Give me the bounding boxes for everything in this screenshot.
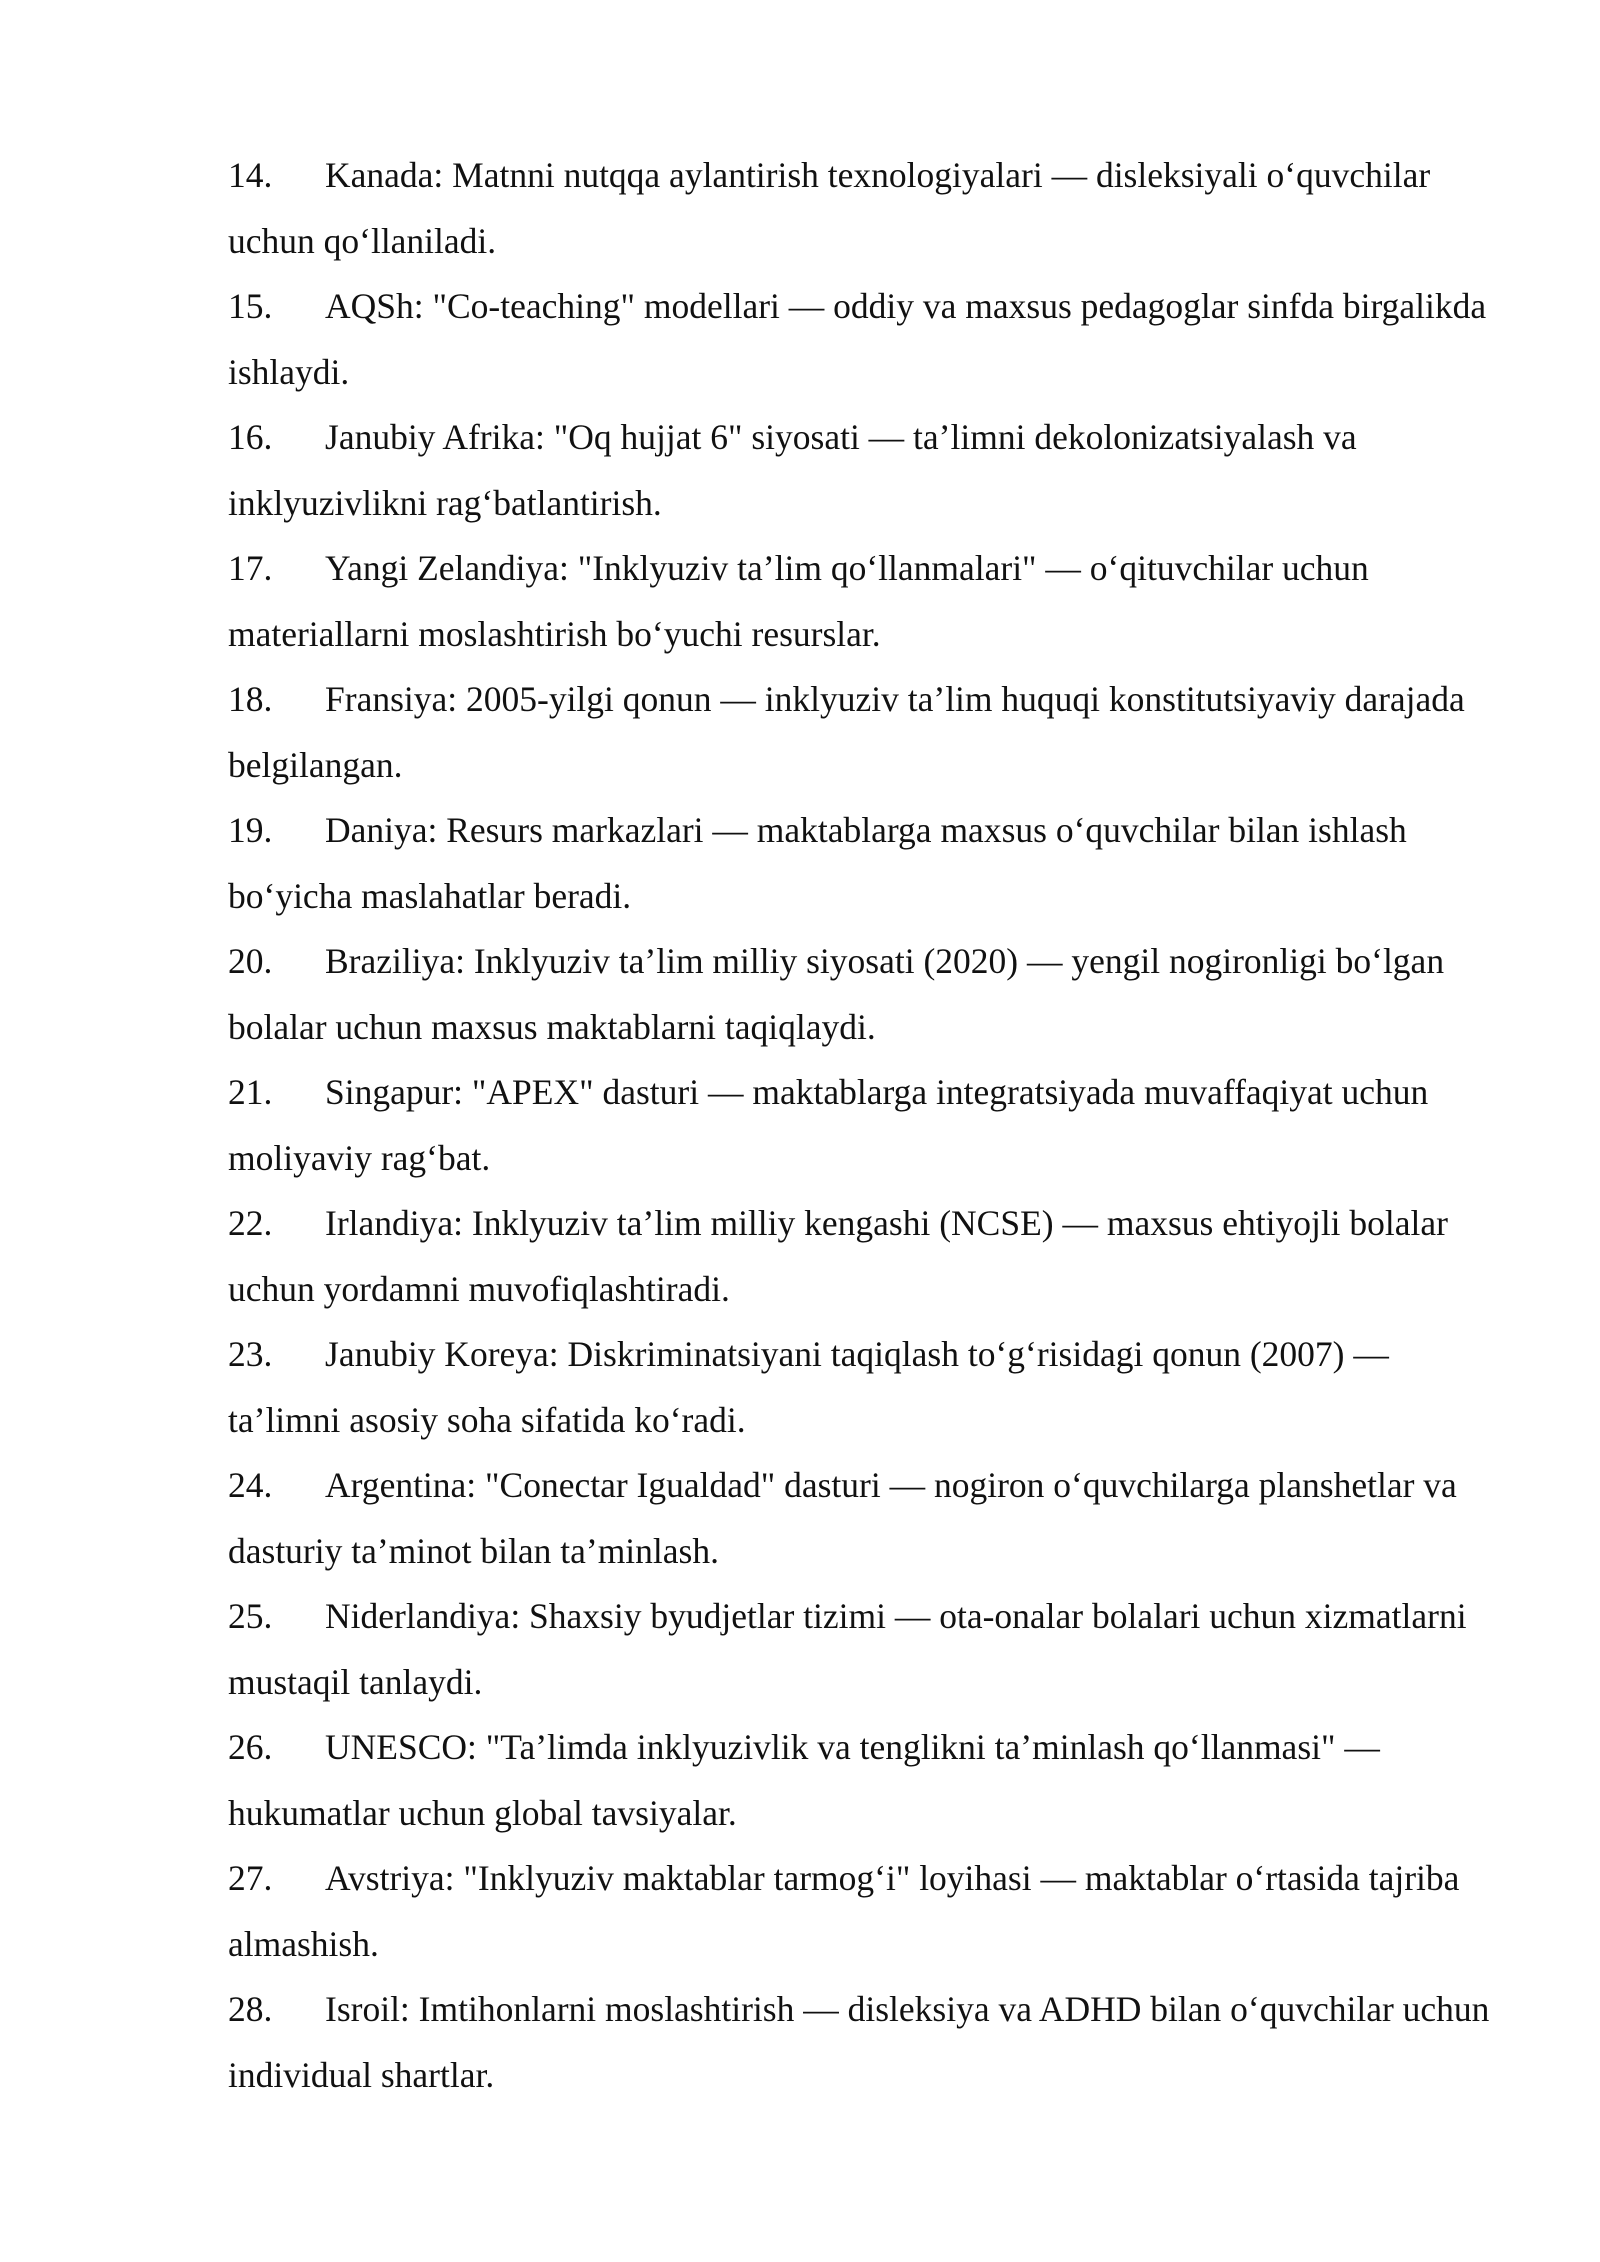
list-item (228, 798, 1503, 929)
item-number: 16. (228, 417, 273, 457)
item-number: 21. (228, 1072, 273, 1112)
list-item (228, 1453, 1503, 1584)
item-number: 23. (228, 1334, 273, 1374)
item-number: 14. (228, 155, 273, 195)
item-text: Janubiy Koreya: Diskriminatsiyani taqiqlash to‘g‘risidagi qonun (2007) — ta’limni asosiy soha sifatida ko‘radi. (228, 1334, 1389, 1440)
list-item (228, 1584, 1503, 1715)
item-text: Yangi Zelandiya: "Inklyuziv ta’lim qo‘llanmalari" — o‘qituvchilar uchun materiallarni moslashtirish bo‘yuchi resurslar. (228, 548, 1369, 654)
list-item (228, 536, 1503, 667)
item-number: 20. (228, 941, 273, 981)
list-item (228, 929, 1503, 1060)
item-text: AQSh: "Co-teaching" modellari — oddiy va maxsus pedagoglar sinfda birgalikda ishlaydi. (228, 286, 1487, 392)
item-number: 22. (228, 1203, 273, 1243)
item-number: 17. (228, 548, 273, 588)
item-text: Braziliya: Inklyuziv ta’lim milliy siyosati (2020) — yengil nogironligi bo‘lgan bolalar uchun maxsus maktablarni taqiqlaydi. (228, 941, 1445, 1047)
list-item (228, 1977, 1503, 2108)
list-item (228, 143, 1503, 274)
item-text: Kanada: Matnni nutqqa aylantirish texnologiyalari — disleksiyali o‘quvchilar uchun qo‘llaniladi. (228, 155, 1431, 261)
list-item (228, 1322, 1503, 1453)
item-number: 19. (228, 810, 273, 850)
item-number: 27. (228, 1858, 273, 1898)
item-text: Singapur: "APEX" dasturi — maktablarga integratsiyada muvaffaqiyat uchun moliyaviy rag‘bat. (228, 1072, 1429, 1178)
list-item (228, 1060, 1503, 1191)
item-text: Daniya: Resurs markazlari — maktablarga maxsus o‘quvchilar bilan ishlash bo‘yicha maslahatlar beradi. (228, 810, 1407, 916)
item-text: Argentina: "Conectar Igualdad" dasturi — nogiron o‘quvchilarga planshetlar va dasturiy ta’minot bilan ta’minlash. (228, 1465, 1457, 1571)
item-number: 15. (228, 286, 273, 326)
item-number: 18. (228, 679, 273, 719)
item-text: Irlandiya: Inklyuziv ta’lim milliy kengashi (NCSE) — maxsus ehtiyojli bolalar uchun yordamni muvofiqlashtiradi. (228, 1203, 1448, 1309)
list-item (228, 1715, 1503, 1846)
item-number: 25. (228, 1596, 273, 1636)
item-number: 24. (228, 1465, 273, 1505)
list-item (228, 1846, 1503, 1977)
numbered-list (228, 143, 1503, 2108)
item-number: 28. (228, 1989, 273, 2029)
item-text: Fransiya: 2005-yilgi qonun — inklyuziv ta’lim huquqi konstitutsiyaviy darajada belgilangan. (228, 679, 1465, 785)
list-item (228, 1191, 1503, 1322)
list-item (228, 667, 1503, 798)
item-text: UNESCO: "Ta’limda inklyuzivlik va tenglikni ta’minlash qo‘llanmasi" — hukumatlar uchun global tavsiyalar. (228, 1727, 1380, 1833)
item-text: Avstriya: "Inklyuziv maktablar tarmog‘i" loyihasi — maktablar o‘rtasida tajriba almashish. (228, 1858, 1460, 1964)
item-text: Isroil: Imtihonlarni moslashtirish — disleksiya va ADHD bilan o‘quvchilar uchun individual shartlar. (228, 1989, 1490, 2095)
item-text: Janubiy Afrika: "Oq hujjat 6" siyosati — ta’limni dekolonizatsiyalash va inklyuzivlikni rag‘batlantirish. (228, 417, 1357, 523)
list-item (228, 274, 1503, 405)
list-item (228, 405, 1503, 536)
item-number: 26. (228, 1727, 273, 1767)
item-text: Niderlandiya: Shaxsiy byudjetlar tizimi — ota-onalar bolalari uchun xizmatlarni mustaqil tanlaydi. (228, 1596, 1467, 1702)
